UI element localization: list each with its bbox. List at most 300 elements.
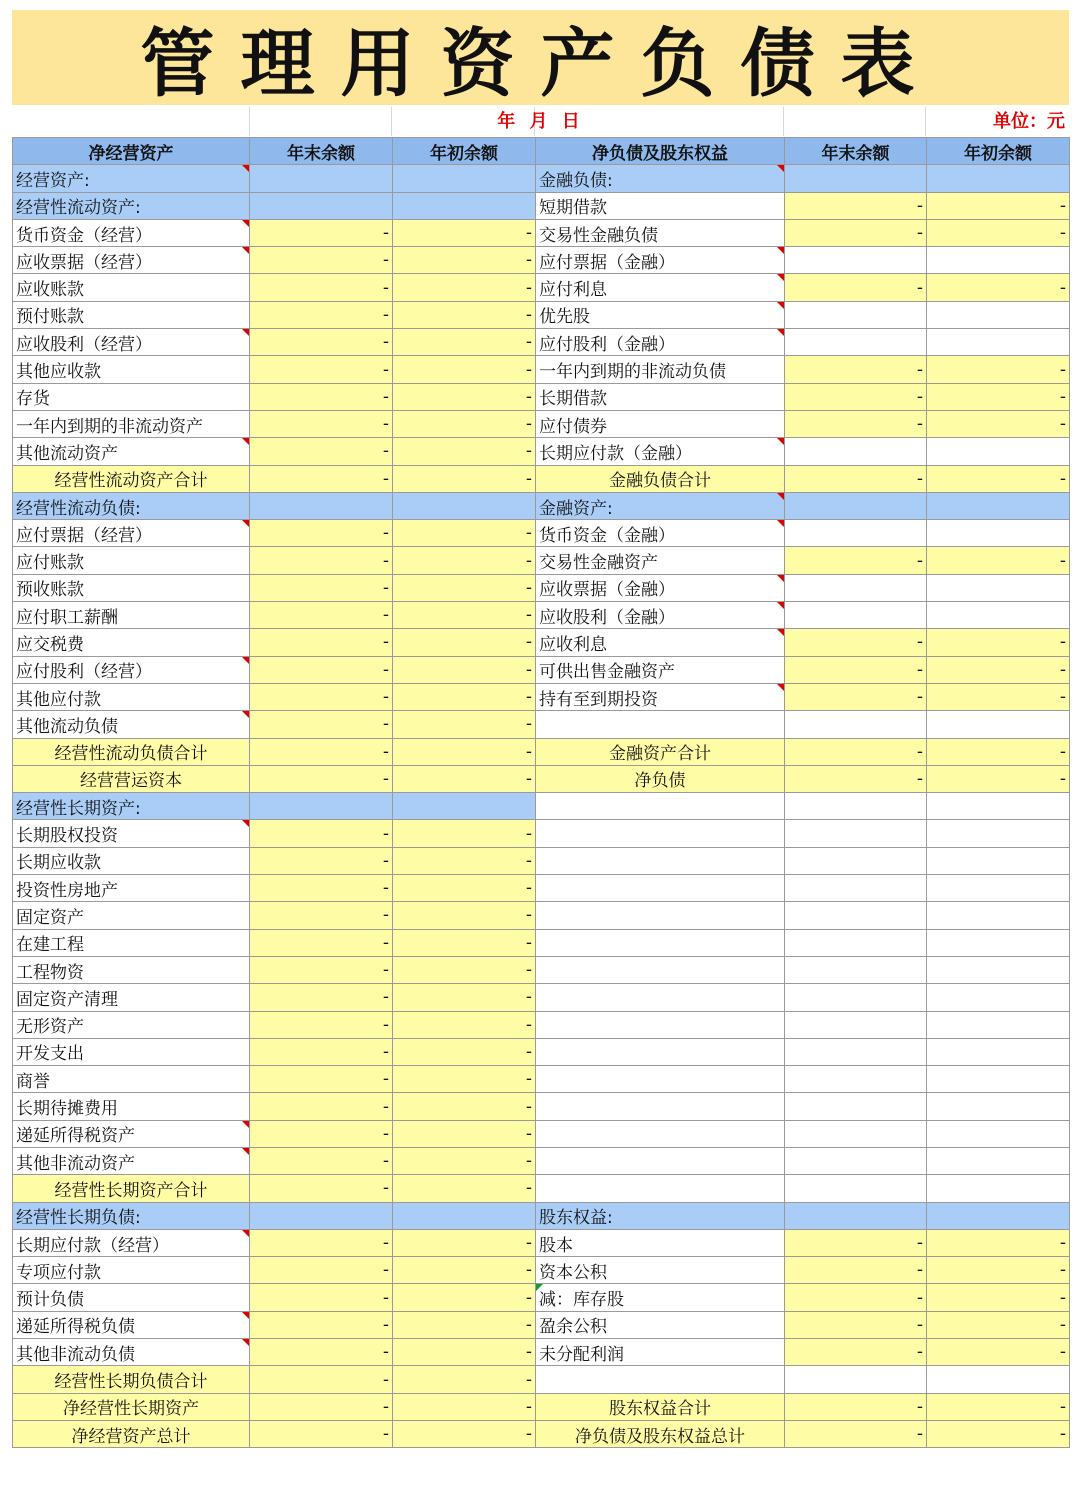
- row-label-left[interactable]: 预计负债: [13, 1284, 250, 1311]
- ending-value-left[interactable]: -: [250, 520, 393, 547]
- ending-value-left[interactable]: -: [250, 329, 393, 356]
- row-label-left[interactable]: 商誉: [13, 1066, 250, 1093]
- opening-value-right[interactable]: [927, 711, 1070, 738]
- opening-value-right[interactable]: -: [927, 1229, 1070, 1256]
- opening-value-right[interactable]: [927, 301, 1070, 328]
- ending-value-left[interactable]: [250, 1202, 393, 1229]
- opening-value-right[interactable]: [927, 1093, 1070, 1120]
- row-label-left[interactable]: 经营性流动资产合计: [13, 465, 250, 492]
- row-label-left[interactable]: 一年内到期的非流动资产: [13, 410, 250, 437]
- ending-value-right[interactable]: [785, 929, 927, 956]
- row-label-right[interactable]: 应付债券: [536, 410, 785, 437]
- row-label-right[interactable]: 货币资金（金融）: [536, 520, 785, 547]
- opening-value-left[interactable]: -: [393, 956, 536, 983]
- row-label-left[interactable]: 预付账款: [13, 301, 250, 328]
- ending-value-left[interactable]: -: [250, 984, 393, 1011]
- table-row: [13, 1011, 1070, 1038]
- ending-value-left[interactable]: -: [250, 847, 393, 874]
- ending-value-right[interactable]: -: [785, 629, 927, 656]
- ending-value-right[interactable]: -: [785, 765, 927, 792]
- row-label-left[interactable]: 应付账款: [13, 547, 250, 574]
- ending-value-right[interactable]: -: [785, 219, 927, 246]
- row-label-left[interactable]: 经营性长期负债合计: [13, 1366, 250, 1393]
- opening-value-left[interactable]: -: [393, 1339, 536, 1366]
- opening-value-left[interactable]: -: [393, 1393, 536, 1420]
- opening-value-left[interactable]: -: [393, 1038, 536, 1065]
- ending-value-right[interactable]: [785, 301, 927, 328]
- ending-value-left[interactable]: -: [250, 410, 393, 437]
- opening-value-left[interactable]: [393, 793, 536, 820]
- ending-value-left[interactable]: -: [250, 1038, 393, 1065]
- opening-value-right[interactable]: [927, 165, 1070, 192]
- table-row: [13, 683, 1070, 710]
- opening-value-right[interactable]: -: [927, 656, 1070, 683]
- row-label-right[interactable]: [536, 1120, 785, 1147]
- row-label-left[interactable]: 其他流动负债: [13, 711, 250, 738]
- ending-value-right[interactable]: [785, 847, 927, 874]
- opening-value-left[interactable]: -: [393, 1284, 536, 1311]
- row-label-right[interactable]: [536, 1147, 785, 1174]
- opening-value-left[interactable]: -: [393, 1175, 536, 1202]
- row-label-left[interactable]: 应付票据（经营）: [13, 520, 250, 547]
- ending-value-right[interactable]: [785, 1066, 927, 1093]
- row-label-right[interactable]: [536, 1011, 785, 1038]
- ending-value-right[interactable]: [785, 1093, 927, 1120]
- ending-value-left[interactable]: -: [250, 465, 393, 492]
- opening-value-left[interactable]: -: [393, 465, 536, 492]
- row-label-left[interactable]: 长期待摊费用: [13, 1093, 250, 1120]
- row-label-right[interactable]: 盈余公积: [536, 1311, 785, 1338]
- row-label-right[interactable]: 持有至到期投资: [536, 683, 785, 710]
- opening-value-left[interactable]: -: [393, 1311, 536, 1338]
- row-label-right[interactable]: [536, 1066, 785, 1093]
- ending-value-right[interactable]: -: [785, 465, 927, 492]
- ending-value-left[interactable]: -: [250, 956, 393, 983]
- ending-value-left[interactable]: -: [250, 902, 393, 929]
- row-label-right[interactable]: [536, 793, 785, 820]
- opening-value-left[interactable]: -: [393, 1366, 536, 1393]
- ending-value-right[interactable]: -: [785, 683, 927, 710]
- ending-value-left[interactable]: -: [250, 1147, 393, 1174]
- opening-value-right[interactable]: [927, 902, 1070, 929]
- ending-value-left[interactable]: -: [250, 1420, 393, 1447]
- row-label-right[interactable]: 金融资产合计: [536, 738, 785, 765]
- opening-value-right[interactable]: -: [927, 738, 1070, 765]
- ending-value-left[interactable]: -: [250, 1284, 393, 1311]
- ending-value-right[interactable]: [785, 902, 927, 929]
- ending-value-right[interactable]: [785, 1038, 927, 1065]
- ending-value-right[interactable]: [785, 1202, 927, 1229]
- row-label-right[interactable]: 应收利息: [536, 629, 785, 656]
- row-label-left[interactable]: 无形资产: [13, 1011, 250, 1038]
- opening-value-left[interactable]: -: [393, 383, 536, 410]
- ending-value-left[interactable]: -: [250, 301, 393, 328]
- opening-value-right[interactable]: -: [927, 1393, 1070, 1420]
- opening-value-left[interactable]: -: [393, 356, 536, 383]
- opening-value-left[interactable]: -: [393, 1066, 536, 1093]
- row-label-right[interactable]: 金融负债合计: [536, 465, 785, 492]
- ending-value-right[interactable]: [785, 711, 927, 738]
- row-label-right[interactable]: 一年内到期的非流动负债: [536, 356, 785, 383]
- opening-value-left[interactable]: -: [393, 438, 536, 465]
- opening-value-right[interactable]: [927, 1202, 1070, 1229]
- table-row: [13, 1311, 1070, 1338]
- opening-value-left[interactable]: -: [393, 602, 536, 629]
- row-label-left[interactable]: 投资性房地产: [13, 875, 250, 902]
- row-label-left[interactable]: 应收票据（经营）: [13, 247, 250, 274]
- opening-value-right[interactable]: -: [927, 1311, 1070, 1338]
- row-label-right[interactable]: [536, 984, 785, 1011]
- row-label-left[interactable]: 递延所得税资产: [13, 1120, 250, 1147]
- opening-value-left[interactable]: -: [393, 574, 536, 601]
- opening-value-right[interactable]: [927, 1147, 1070, 1174]
- row-label-left[interactable]: 预收账款: [13, 574, 250, 601]
- opening-value-left[interactable]: -: [393, 820, 536, 847]
- opening-value-left[interactable]: -: [393, 1120, 536, 1147]
- opening-value-right[interactable]: [927, 329, 1070, 356]
- table-row: [13, 820, 1070, 847]
- row-label-right[interactable]: [536, 847, 785, 874]
- row-label-right[interactable]: 金融负债:: [536, 165, 785, 192]
- row-label-right[interactable]: 资本公积: [536, 1257, 785, 1284]
- row-label-left[interactable]: 其他流动资产: [13, 438, 250, 465]
- opening-value-right[interactable]: -: [927, 192, 1070, 219]
- row-label-left[interactable]: 经营营运资本: [13, 765, 250, 792]
- row-label-left[interactable]: 其他应付款: [13, 683, 250, 710]
- opening-value-right[interactable]: [927, 492, 1070, 519]
- opening-value-right[interactable]: [927, 1038, 1070, 1065]
- row-label-right[interactable]: 应收票据（金融）: [536, 574, 785, 601]
- row-label-left[interactable]: 货币资金（经营）: [13, 219, 250, 246]
- row-label-right[interactable]: [536, 902, 785, 929]
- opening-value-right[interactable]: -: [927, 465, 1070, 492]
- opening-value-right[interactable]: -: [927, 1284, 1070, 1311]
- opening-value-left[interactable]: -: [393, 274, 536, 301]
- opening-value-left[interactable]: -: [393, 1093, 536, 1120]
- opening-value-left[interactable]: -: [393, 656, 536, 683]
- row-label-right[interactable]: 减：库存股: [536, 1284, 785, 1311]
- ending-value-right[interactable]: [785, 329, 927, 356]
- opening-value-right[interactable]: [927, 929, 1070, 956]
- opening-value-right[interactable]: [927, 793, 1070, 820]
- ending-value-left[interactable]: -: [250, 574, 393, 601]
- row-label-right[interactable]: [536, 711, 785, 738]
- row-label-left[interactable]: 应付职工薪酬: [13, 602, 250, 629]
- table-row: [13, 1393, 1070, 1420]
- opening-value-left[interactable]: [393, 192, 536, 219]
- opening-value-right[interactable]: -: [927, 356, 1070, 383]
- row-label-left[interactable]: 固定资产: [13, 902, 250, 929]
- col-header-opening-balance-right[interactable]: 年初余额: [927, 138, 1070, 165]
- opening-value-right[interactable]: -: [927, 765, 1070, 792]
- opening-value-right[interactable]: [927, 574, 1070, 601]
- ending-value-left[interactable]: -: [250, 219, 393, 246]
- opening-value-left[interactable]: -: [393, 1147, 536, 1174]
- ending-value-left[interactable]: -: [250, 1311, 393, 1338]
- opening-value-left[interactable]: -: [393, 520, 536, 547]
- col-header-net-operating-assets[interactable]: 净经营资产: [13, 138, 250, 165]
- row-label-right[interactable]: 未分配利润: [536, 1339, 785, 1366]
- opening-value-right[interactable]: -: [927, 1420, 1070, 1447]
- ending-value-right[interactable]: -: [785, 1311, 927, 1338]
- ending-value-left[interactable]: -: [250, 356, 393, 383]
- ending-value-left[interactable]: -: [250, 1339, 393, 1366]
- opening-value-right[interactable]: [927, 1066, 1070, 1093]
- row-label-left[interactable]: 净经营资产总计: [13, 1420, 250, 1447]
- row-label-right[interactable]: 交易性金融资产: [536, 547, 785, 574]
- opening-value-left[interactable]: -: [393, 683, 536, 710]
- row-label-left[interactable]: 应交税费: [13, 629, 250, 656]
- ending-value-right[interactable]: -: [785, 410, 927, 437]
- ending-value-left[interactable]: -: [250, 1175, 393, 1202]
- opening-value-left[interactable]: -: [393, 1011, 536, 1038]
- ending-value-left[interactable]: -: [250, 1120, 393, 1147]
- row-label-right[interactable]: 应付票据（金融）: [536, 247, 785, 274]
- row-label-right[interactable]: [536, 956, 785, 983]
- ending-value-left[interactable]: -: [250, 683, 393, 710]
- ending-value-left[interactable]: -: [250, 1011, 393, 1038]
- ending-value-left[interactable]: [250, 492, 393, 519]
- ending-value-right[interactable]: -: [785, 356, 927, 383]
- row-label-right[interactable]: [536, 929, 785, 956]
- table-row: [13, 1120, 1070, 1147]
- row-label-left[interactable]: 应收账款: [13, 274, 250, 301]
- ending-value-left[interactable]: -: [250, 247, 393, 274]
- opening-value-left[interactable]: -: [393, 902, 536, 929]
- ending-value-right[interactable]: [785, 1366, 927, 1393]
- row-label-right[interactable]: 应付利息: [536, 274, 785, 301]
- row-label-right[interactable]: 应付股利（金融）: [536, 329, 785, 356]
- col-header-ending-balance[interactable]: 年末余额: [250, 138, 393, 165]
- row-label-right[interactable]: 净负债及股东权益总计: [536, 1420, 785, 1447]
- ending-value-right[interactable]: -: [785, 274, 927, 301]
- opening-value-left[interactable]: -: [393, 765, 536, 792]
- ending-value-right[interactable]: [785, 247, 927, 274]
- table-row: [13, 520, 1070, 547]
- opening-value-left[interactable]: -: [393, 1257, 536, 1284]
- ending-value-left[interactable]: -: [250, 1093, 393, 1120]
- ending-value-left[interactable]: -: [250, 765, 393, 792]
- opening-value-right[interactable]: -: [927, 410, 1070, 437]
- row-label-right[interactable]: [536, 820, 785, 847]
- opening-value-right[interactable]: [927, 820, 1070, 847]
- date-label: 年 月 日: [497, 111, 584, 132]
- row-label-left[interactable]: 递延所得税负债: [13, 1311, 250, 1338]
- ending-value-left[interactable]: -: [250, 875, 393, 902]
- row-label-left[interactable]: 固定资产清理: [13, 984, 250, 1011]
- opening-value-right[interactable]: [927, 602, 1070, 629]
- opening-value-left[interactable]: [393, 165, 536, 192]
- row-label-right[interactable]: 股东权益:: [536, 1202, 785, 1229]
- row-label-right[interactable]: [536, 875, 785, 902]
- ending-value-left[interactable]: -: [250, 929, 393, 956]
- row-label-left[interactable]: 长期应付款（经营）: [13, 1229, 250, 1256]
- opening-value-right[interactable]: -: [927, 683, 1070, 710]
- row-label-left[interactable]: 经营性长期资产:: [13, 793, 250, 820]
- ending-value-left[interactable]: -: [250, 1257, 393, 1284]
- opening-value-right[interactable]: [927, 247, 1070, 274]
- opening-value-right[interactable]: [927, 438, 1070, 465]
- opening-value-left[interactable]: -: [393, 847, 536, 874]
- ending-value-right[interactable]: -: [785, 192, 927, 219]
- opening-value-right[interactable]: -: [927, 383, 1070, 410]
- table-row: [13, 1339, 1070, 1366]
- ending-value-right[interactable]: -: [785, 1339, 927, 1366]
- ending-value-right[interactable]: -: [785, 656, 927, 683]
- ending-value-right[interactable]: [785, 165, 927, 192]
- opening-value-left[interactable]: -: [393, 629, 536, 656]
- row-label-right[interactable]: [536, 1093, 785, 1120]
- opening-value-left[interactable]: -: [393, 301, 536, 328]
- opening-value-left[interactable]: [393, 492, 536, 519]
- opening-value-right[interactable]: [927, 847, 1070, 874]
- row-label-left[interactable]: 专项应付款: [13, 1257, 250, 1284]
- row-label-right[interactable]: 金融资产:: [536, 492, 785, 519]
- table-row: [13, 410, 1070, 437]
- row-label-right[interactable]: 长期借款: [536, 383, 785, 410]
- ending-value-right[interactable]: [785, 1011, 927, 1038]
- row-label-left[interactable]: 净经营性长期资产: [13, 1393, 250, 1420]
- row-label-left[interactable]: 工程物资: [13, 956, 250, 983]
- ending-value-left[interactable]: [250, 192, 393, 219]
- ending-value-right[interactable]: [785, 1147, 927, 1174]
- ending-value-right[interactable]: -: [785, 1420, 927, 1447]
- row-label-left[interactable]: 其他非流动资产: [13, 1147, 250, 1174]
- col-header-net-liabilities-equity[interactable]: 净负债及股东权益: [536, 138, 785, 165]
- ending-value-right[interactable]: [785, 1175, 927, 1202]
- row-label-left[interactable]: 长期应收款: [13, 847, 250, 874]
- opening-value-left[interactable]: -: [393, 410, 536, 437]
- row-label-left[interactable]: 其他应收款: [13, 356, 250, 383]
- opening-value-left[interactable]: -: [393, 738, 536, 765]
- row-label-right[interactable]: 股东权益合计: [536, 1393, 785, 1420]
- ending-value-right[interactable]: [785, 602, 927, 629]
- ending-value-right[interactable]: [785, 984, 927, 1011]
- ending-value-right[interactable]: [785, 793, 927, 820]
- opening-value-right[interactable]: -: [927, 1257, 1070, 1284]
- row-label-right[interactable]: 净负债: [536, 765, 785, 792]
- ending-value-left[interactable]: -: [250, 602, 393, 629]
- opening-value-left[interactable]: -: [393, 219, 536, 246]
- ending-value-right[interactable]: -: [785, 547, 927, 574]
- opening-value-right[interactable]: [927, 1175, 1070, 1202]
- table-row: [13, 247, 1070, 274]
- ending-value-right[interactable]: -: [785, 383, 927, 410]
- opening-value-left[interactable]: -: [393, 711, 536, 738]
- row-label-left[interactable]: 其他非流动负债: [13, 1339, 250, 1366]
- ending-value-right[interactable]: [785, 956, 927, 983]
- ending-value-left[interactable]: -: [250, 438, 393, 465]
- row-label-left[interactable]: 经营性长期负债:: [13, 1202, 250, 1229]
- row-label-left[interactable]: 应收股利（经营）: [13, 329, 250, 356]
- row-label-right[interactable]: [536, 1038, 785, 1065]
- ending-value-right[interactable]: -: [785, 1284, 927, 1311]
- ending-value-left[interactable]: -: [250, 1066, 393, 1093]
- ending-value-right[interactable]: [785, 520, 927, 547]
- row-label-left[interactable]: 开发支出: [13, 1038, 250, 1065]
- ending-value-right[interactable]: [785, 875, 927, 902]
- opening-value-right[interactable]: -: [927, 629, 1070, 656]
- opening-value-left[interactable]: -: [393, 547, 536, 574]
- row-label-right[interactable]: 可供出售金融资产: [536, 656, 785, 683]
- row-label-left[interactable]: 经营性流动负债:: [13, 492, 250, 519]
- opening-value-right[interactable]: [927, 956, 1070, 983]
- ending-value-left[interactable]: -: [250, 711, 393, 738]
- opening-value-left[interactable]: -: [393, 247, 536, 274]
- row-label-left[interactable]: 在建工程: [13, 929, 250, 956]
- ending-value-left[interactable]: -: [250, 547, 393, 574]
- ending-value-right[interactable]: [785, 574, 927, 601]
- ending-value-left[interactable]: -: [250, 656, 393, 683]
- row-label-left[interactable]: 经营资产:: [13, 165, 250, 192]
- opening-value-left[interactable]: -: [393, 329, 536, 356]
- table-row: [13, 956, 1070, 983]
- ending-value-left[interactable]: -: [250, 274, 393, 301]
- row-label-right[interactable]: 股本: [536, 1229, 785, 1256]
- opening-value-left[interactable]: -: [393, 1420, 536, 1447]
- ending-value-left[interactable]: -: [250, 1229, 393, 1256]
- ending-value-left[interactable]: -: [250, 629, 393, 656]
- row-label-left[interactable]: 经营性流动负债合计: [13, 738, 250, 765]
- ending-value-right[interactable]: [785, 438, 927, 465]
- opening-value-right[interactable]: [927, 520, 1070, 547]
- opening-value-right[interactable]: [927, 1011, 1070, 1038]
- row-label-right[interactable]: 应收股利（金融）: [536, 602, 785, 629]
- opening-value-left[interactable]: -: [393, 929, 536, 956]
- ending-value-left[interactable]: -: [250, 820, 393, 847]
- col-header-ending-balance-right[interactable]: 年末余额: [785, 138, 927, 165]
- row-label-left[interactable]: 长期股权投资: [13, 820, 250, 847]
- ending-value-right[interactable]: -: [785, 738, 927, 765]
- opening-value-right[interactable]: [927, 1120, 1070, 1147]
- row-label-right[interactable]: 优先股: [536, 301, 785, 328]
- ending-value-left[interactable]: [250, 165, 393, 192]
- ending-value-left[interactable]: -: [250, 738, 393, 765]
- ending-value-left[interactable]: -: [250, 1366, 393, 1393]
- ending-value-left[interactable]: [250, 793, 393, 820]
- opening-value-right[interactable]: -: [927, 547, 1070, 574]
- opening-value-right[interactable]: -: [927, 219, 1070, 246]
- ending-value-right[interactable]: [785, 492, 927, 519]
- opening-value-right[interactable]: -: [927, 1339, 1070, 1366]
- row-label-left[interactable]: 存货: [13, 383, 250, 410]
- row-label-left[interactable]: 应付股利（经营）: [13, 656, 250, 683]
- ending-value-right[interactable]: [785, 820, 927, 847]
- row-label-right[interactable]: 交易性金融负债: [536, 219, 785, 246]
- opening-value-right[interactable]: [927, 875, 1070, 902]
- ending-value-right[interactable]: [785, 1120, 927, 1147]
- ending-value-right[interactable]: -: [785, 1393, 927, 1420]
- row-label-right[interactable]: 短期借款: [536, 192, 785, 219]
- row-label-right[interactable]: [536, 1366, 785, 1393]
- opening-value-right[interactable]: [927, 1366, 1070, 1393]
- opening-value-right[interactable]: -: [927, 274, 1070, 301]
- col-header-opening-balance[interactable]: 年初余额: [393, 138, 536, 165]
- ending-value-right[interactable]: -: [785, 1229, 927, 1256]
- row-label-right[interactable]: 长期应付款（金融）: [536, 438, 785, 465]
- opening-value-left[interactable]: -: [393, 1229, 536, 1256]
- ending-value-left[interactable]: -: [250, 383, 393, 410]
- row-label-right[interactable]: [536, 1175, 785, 1202]
- opening-value-left[interactable]: -: [393, 984, 536, 1011]
- opening-value-left[interactable]: [393, 1202, 536, 1229]
- ending-value-right[interactable]: -: [785, 1257, 927, 1284]
- opening-value-left[interactable]: -: [393, 875, 536, 902]
- row-label-left[interactable]: 经营性长期资产合计: [13, 1175, 250, 1202]
- opening-value-right[interactable]: [927, 984, 1070, 1011]
- row-label-left[interactable]: 经营性流动资产:: [13, 192, 250, 219]
- ending-value-left[interactable]: -: [250, 1393, 393, 1420]
